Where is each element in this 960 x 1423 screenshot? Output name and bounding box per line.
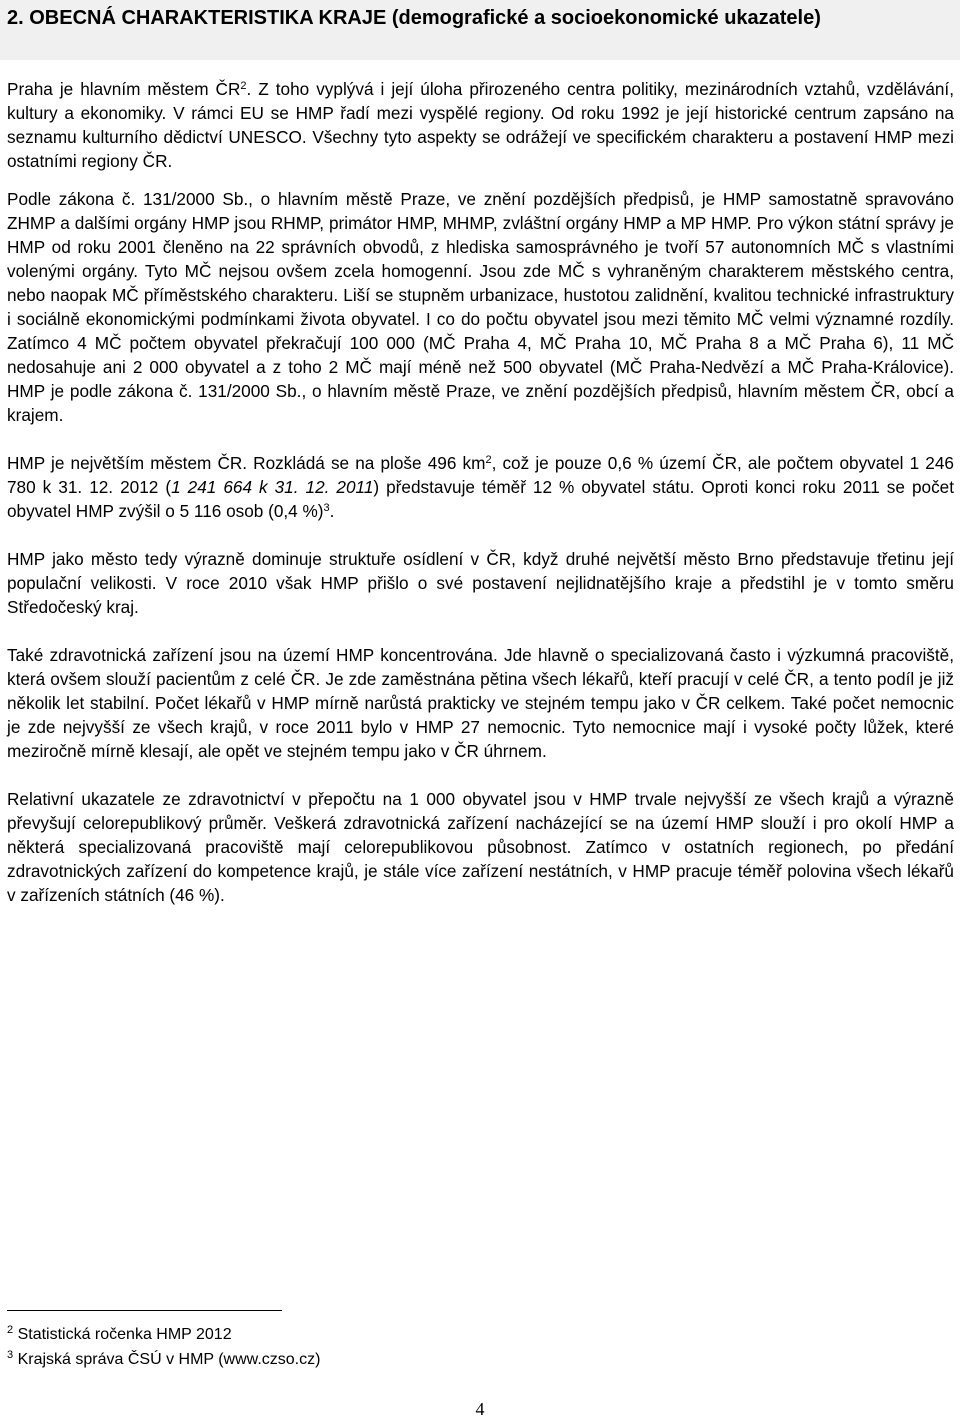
population-text-start: HMP je největším městem ČR. Rozkládá se na ploše 496 km xyxy=(7,453,486,473)
intro-text-rest: . Z toho vyplývá i její úloha přirozeného centra politiky, mezinárodních vztahů, vzdělávání, kultury a ekonomiky. V rámci EU se HMP řadí mezi vyspělé regiony. Od roku 1992 je její historické centrum zapsáno na seznamu kulturního dědictví UNESCO. Všechny tyto aspekty se odrážejí ve specifickém charakteru a postavení HMP mezi ostatními regiony ČR. xyxy=(7,79,954,171)
footnote-text: Krajská správa ČSÚ v HMP (www.czso.cz) xyxy=(13,1351,321,1368)
footnote-separator xyxy=(7,1310,282,1311)
footnotes xyxy=(7,1322,707,1372)
footnote-item xyxy=(7,1322,707,1347)
body-text xyxy=(7,77,954,931)
population-text-middle: , což je pouze 0,6 % území ČR, ale počtem obyvatel 1 246 780 k 31. 12. 2012 ( xyxy=(7,453,954,497)
paragraph-settlement: HMP jako město tedy výrazně dominuje struktuře osídlení v ČR, když druhé největší město Brno představuje třetinu její populační velikosti. V roce 2010 však HMP přišlo o své postavení nejlidnatějšího kraje a předstihl je v tomto směru Středočeský kraj. xyxy=(7,549,954,617)
population-text-end: ) představuje téměř 12 % obyvatel státu. Oproti konci roku 2011 se počet obyvatel HMP zvýšil o 5 116 osob (0,4 %) xyxy=(7,477,954,521)
paragraph-administration: Podle zákona č. 131/2000 Sb., o hlavním městě Praze, ve znění pozdějších předpisů, je HMP samostatně spravováno ZHMP a dalšími orgány HMP jsou RHMP, primátor HMP, MHMP, zvláštní orgány HMP a MP HMP. Pro výkon státní správy je HMP od roku 2001 členěno na 22 správních obvodů, z hlediska samosprávného je tvoří 57 autonomních MČ s vlastními volenými orgány. Tyto MČ nejsou ovšem zcela homogenní. Jsou zde MČ s vyhraněným charakterem městského centra, nebo naopak MČ příměstského charakteru. Liší se stupněm urbanizace, hustotou zalidnění, kvalitou technické infrastruktury i sociálně ekonomickými podmínkami života obyvatel. I co do počtu obyvatel jsou mezi těmito MČ velmi významné rozdíly. Zatímco 4 MČ počtem obyvatel překračují 100 000 (MČ Praha 4, MČ Praha 10, MČ Praha 8 a MČ Praha 6), 11 MČ nedosahuje ani 2 000 obyvatel a z toho 2 MČ mají méně než 500 obyvatel (MČ Praha-Nedvězí a MČ Praha-Královice). HMP je podle zákona č. 131/2000 Sb., o hlavním městě Praze, ve znění pozdějších předpisů, hlavním městem ČR, obcí a krajem. xyxy=(7,189,954,425)
paragraph-intro xyxy=(7,77,954,173)
footnote-number: 3 xyxy=(7,1349,14,1361)
intro-text-start: Praha je hlavním městem ČR xyxy=(7,79,241,99)
paragraph-healthcare: Také zdravotnická zařízení jsou na území HMP koncentrována. Jde hlavně o specializovaná často i výzkumná pracoviště, která ovšem slouží pacientům z celé ČR. Je zde zaměstnána pětina všech lékařů, kteří pracují v celé ČR, a tento podíl je již několik let stabilní. Počet lékařů v HMP mírně narůstá prakticky ve stejném tempu jako v ČR celkem. Také počet nemocnic je zde nejvyšší ze všech krajů, v roce 2011 bylo v HMP 27 nemocnic. Tyto nemocnice mají i vysoké počty lůžek, které meziročně mírně klesají, ale opět ve stejném tempu jako v ČR úhrnem. xyxy=(7,645,954,761)
paragraph-indicators: Relativní ukazatele ze zdravotnictví v přepočtu na 1 000 obyvatel jsou v HMP trvale nejvyšší ze všech krajů a výrazně převyšují celorepublikový průměr. Veškerá zdravotnická zařízení nacházející se na území HMP slouží i pro okolí HMP a některá specializovaná pracoviště mají celorepublikovou působnost. Zatímco v ostatních regionech, po předání zdravotnických zařízení do kompetence krajů, je stále více zařízení nestátních, v HMP pracuje téměř polovina všech lékařů v zařízeních státních (46 %). xyxy=(7,789,954,905)
footnote-ref-3: 3 xyxy=(323,502,330,514)
area-unit-superscript: 2 xyxy=(485,454,492,466)
section-heading: 2. OBECNÁ CHARAKTERISTIKA KRAJE (demografické a socioekonomické ukazatele) xyxy=(7,7,821,29)
page-number: 4 xyxy=(475,1399,485,1419)
population-2011-italic: 1 241 664 k 31. 12. 2011 xyxy=(171,477,374,497)
paragraph-population xyxy=(7,451,954,523)
footnote-ref-2: 2 xyxy=(240,80,247,92)
footnote-text: Statistická ročenka HMP 2012 xyxy=(13,1326,232,1343)
population-text-period: . xyxy=(329,501,335,521)
footnote-item xyxy=(7,1347,707,1372)
footnote-number: 2 xyxy=(7,1324,14,1336)
